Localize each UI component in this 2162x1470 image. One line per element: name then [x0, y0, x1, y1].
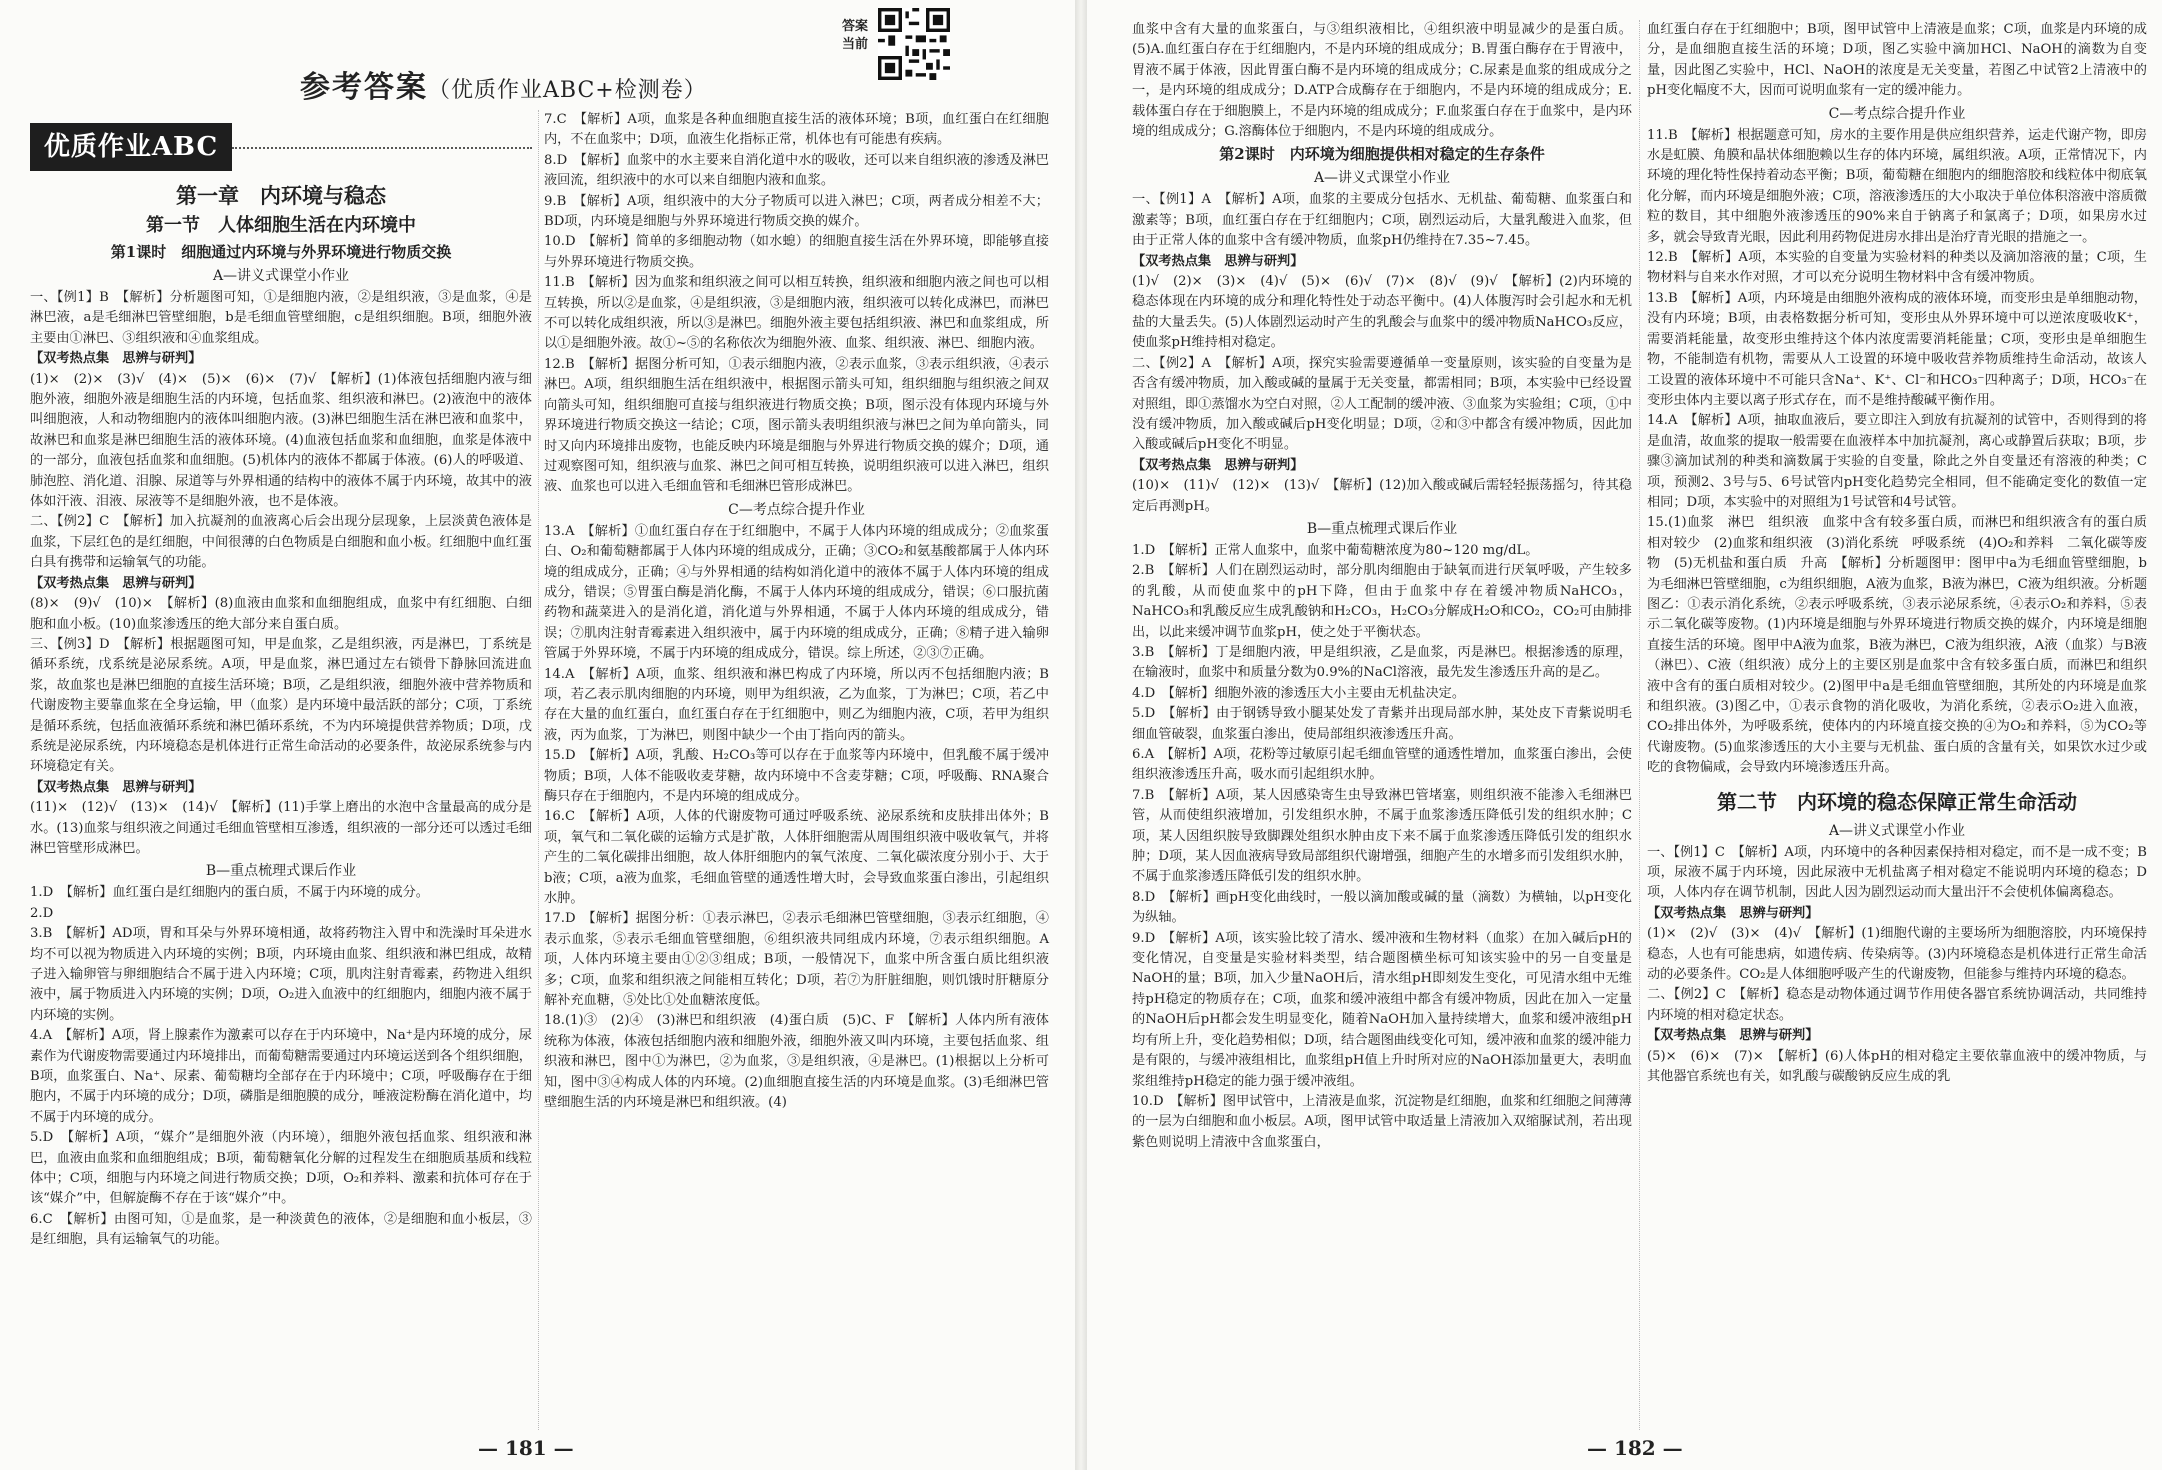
lesson-title: 第1课时 细胞通过内环境与外界环境进行物质交换 [110, 243, 452, 261]
section-title: 第一节 人体细胞生活在内环境中 [146, 215, 416, 236]
answer-paragraph: (10)× (11)√ (12)× (13)√ 【解析】(12)加入酸或碱后需轻轻振荡摇匀，待其稳定后再测pH。 [1132, 478, 1632, 514]
left-column-1 [30, 180, 532, 1251]
answer-paragraph: 9.B 【解析】A项，组织液中的大分子物质可以进入淋巴；C项，两者成分相差不大；BD项，内环境是细胞与外界环境进行物质交换的媒介。 [544, 193, 1049, 230]
book-gutter [1075, 0, 1087, 1470]
answer-paragraph: 一、【例1】A 【解析】A项，血浆的主要成分包括水、无机盐、葡萄糖、血浆蛋白和激素等；B项，血红蛋白存在于红细胞内；C项，剧烈运动后，大量乳酸进入血浆，但由于正常人体的血浆中含有缓冲物质，血浆pH仍维持在7.35~7.45。 [1132, 192, 1632, 249]
answer-paragraph: (1)× (2)× (3)√ (4)× (5)× (6)× (7)√ 【解析】(1)体液包括细胞内液与细胞外液，细胞外液是细胞生活的内环境，包括血浆、组织液和淋巴。(2)液泡中的液体叫细胞液，人和动物细胞内的液体叫细胞内液。(3)淋巴细胞生活在淋巴液和血浆中，故淋巴和血浆是淋巴细胞生活的液体环境。(4)血液包括血浆和血细胞，血浆是体液中的一部分，血液包括血浆和血细胞。(5)机体内的液体不都属于体液。(6)人的呼吸道、肺泡腔、消化道、泪腺、尿道等与外界相通的结构中的液体不属于内环境，故其中的液体如汗液、泪液、尿液等不是细胞外液，也不是体液。 [30, 371, 532, 510]
subsection-heading: A—讲义式课堂小作业 [212, 268, 350, 284]
column-divider [538, 110, 539, 1430]
chapter-title: 第一章 内环境与稳态 [176, 183, 386, 208]
answer-paragraph: 2.D [30, 905, 54, 921]
answer-paragraph: 16.C 【解析】A项，人体的代谢废物可通过呼吸系统、泌尿系统和皮肤排出体外；B项，氧气和二氧化碳的运输方式是扩散，人体肝细胞需从周围组织液中吸收氧气，并将产生的二氧化碳排出细胞，故人体肝细胞内的氧气浓度、二氧化碳浓度分别小于、大于b液；C项，a液为血浆，毛细血管壁的通透性增大时，会导致血浆蛋白渗出，引起组织水肿。 [544, 809, 1049, 907]
hotspot-heading: 【双考热点集 思辨与研判】 [30, 779, 202, 795]
answer-paragraph: (11)× (12)√ (13)× (14)√ 【解析】(11)手掌上磨出的水泡中含量最高的成分是水。(13)血浆与组织液之间通过毛细血管壁相互渗透，组织液的一部分还可以透过毛细淋巴管壁形成淋巴。 [30, 800, 532, 856]
qr-caption: 答案当前 [841, 19, 868, 52]
answer-paragraph: 7.C 【解析】A项，血浆是各种血细胞直接生活的液体环境；B项，血红蛋白在红细胞内，不在血浆中；D项，血液生化指标正常，机体也有可能患有疾病。 [544, 112, 1049, 148]
answer-paragraph: 14.A 【解析】A项，血浆、组织液和淋巴构成了内环境，所以丙不包括细胞内液；B项，若乙表示肌肉细胞的内环境，则甲为组织液，乙为血浆，丁为淋巴；C项，若乙中存在大量的血红蛋白，血红蛋白存在于红细胞中，则乙为细胞内液，C项，若甲为组织液，丙为血浆，丁为淋巴，则图中缺少一个由丁指向丙的箭头。 [544, 666, 1049, 743]
subsection-heading: B—重点梳理式课后作业 [205, 863, 357, 880]
qr-code-icon[interactable] [878, 8, 950, 80]
answer-paragraph: 11.B 【解析】因为血浆和组织液之间可以相互转换，组织液和细胞内液之间也可以相互转换，所以②是血浆，④是组织液，③是细胞内液，组织液可以转化成淋巴，而淋巴不可以转化成组织液，所以③是淋巴。细胞外液主要包括组织液、淋巴和血浆组成，所以①是细胞外液。故①~⑤的名称依次为细胞外液、血浆、组织液、淋巴、细胞内液。 [544, 275, 1049, 352]
answer-paragraph: 9.D 【解析】A项，该实验比较了清水、缓冲液和生物材料（血浆）在加入碱后pH的变化情况，自变量是实验材料类型，结合题图横坐标可知该实验中的另一自变量是NaOH的量；B项，加入少量NaOH后，清水组pH即刻发生变化，可见清水组中无维持pH稳定的物质存在；C项，血浆和缓冲液组中都含有缓冲物质，因此在加入一定量的NaOH后pH都会发生明显变化，随着NaOH加入量持续增大，血浆和缓冲液组pH均有所上升，变化趋势相似；D项，结合题图曲线变化可知，缓冲液和血浆的缓冲能力是有限的，与缓冲液组相比，血浆组pH值上升时所对应的NaOH添加量更大，表明血浆组维持pH稳定的能力强于缓冲液组。 [1132, 930, 1632, 1089]
answer-paragraph: 8.D 【解析】血浆中的水主要来自消化道中水的吸收，还可以来自组织液的渗透及淋巴液回流，组织液中的水可以来自细胞内液和血浆。 [544, 152, 1049, 189]
answer-paragraph: 2.B 【解析】人们在剧烈运动时，部分肌肉细胞由于缺氧而进行厌氧呼吸，产生较多的乳酸，从而使血浆中的pH下降，但由于血浆中存在着缓冲物质NaHCO₃，NaHCO₃和乳酸反应生成乳酸钠和H₂CO₃，H₂CO₃分解成H₂O和CO₂，CO₂可由肺排出，以此来缓冲调节血浆pH，使之处于平衡状态。 [1132, 563, 1632, 640]
answer-paragraph: 1.D 【解析】血红蛋白是红细胞内的蛋白质，不属于内环境的成分。 [30, 885, 429, 901]
hotspot-heading: 【双考热点集 思辨与研判】 [1647, 1028, 1819, 1044]
answer-paragraph: 二、【例2】C 【解析】稳态是动物体通过调节作用使各器官系统协调活动，共同维持内环境的相对稳定状态。 [1647, 987, 2147, 1023]
section-title: 第二节 内环境的稳态保障正常生命活动 [1717, 789, 2077, 814]
answer-paragraph: 5.D 【解析】A项，“媒介”是细胞外液（内环境），细胞外液包括血浆、组织液和淋巴，血液由血浆和血细胞组成；B项，葡萄糖氧化分解的过程发生在细胞质基质和线粒体中；C项，细胞与内环境之间进行物质交换；D项，O₂和养料、激素和抗体可存在于该“媒介”中，但解旋酶不存在于该“媒介”中。 [30, 1130, 532, 1207]
divider [232, 147, 532, 149]
answer-paragraph: 10.D 【解析】图甲试管中，上清液是血浆，沉淀物是红细胞，血浆和红细胞之间薄薄的一层为白细胞和血小板层。A项，图甲试管中取适量上清液加入双缩脲试剂，若出现紫色则说明上清液中含血浆蛋白， [1132, 1093, 1632, 1150]
left-page [0, 0, 1075, 1470]
answer-paragraph: 血浆中含有大量的血浆蛋白，与③组织液相比，④组织液中明显减少的是蛋白质。(5)A.血红蛋白存在于红细胞内，不是内环境的组成成分；B.胃蛋白酶存在于胃液中，胃液不属于体液，因此胃蛋白酶不是内环境的组成成分；C.尿素是血浆的组成成分之一，是内环境的组成成分；D.ATP合成酶存在于细胞内，不是内环境的组成成分；E.载体蛋白存在于细胞膜上，不是内环境的组成成分；F.血浆蛋白存在于血浆中，是内环境的组成成分；G.溶酶体位于细胞内，不是内环境的组成成分。 [1132, 22, 1632, 140]
answer-paragraph: 12.B 【解析】A项，本实验的自变量为实验材料的种类以及滴加溶液的量；C项，生物材料与自来水作对照，才可以充分说明生物材料中含有缓冲物质。 [1647, 250, 2147, 286]
hotspot-heading: 【双考热点集 思辨与研判】 [30, 575, 202, 591]
answer-paragraph: 三、【例3】D 【解析】根据题图可知，甲是血浆，乙是组织液，丙是淋巴，丁系统是循环系统，戊系统是泌尿系统。A项，甲是血浆，淋巴通过左右锁骨下静脉回流进血浆，故血浆也是淋巴细胞的直接生活环境；B项，乙是组织液，细胞外液中营养物质和代谢废物主要靠血浆在全身运输，甲（血浆）是内环境中最活跃的部分；C项，丁系统是循环系统，包括血液循环系统和淋巴循环系统，不为内环境提供营养物质；D项，戊系统是泌尿系统，内环境稳态是机体进行正常生命活动的必要条件，故泌尿系统参与内环境稳定有关。 [30, 636, 532, 775]
page-number: — 181 — [478, 1436, 574, 1460]
answer-paragraph: 6.A 【解析】A项，花粉等过敏原引起毛细血管壁的通透性增加，血浆蛋白渗出，会使组织液渗透压升高，吸水而引起组织水肿。 [1132, 747, 1632, 783]
answer-paragraph: 13.B 【解析】A项，内环境是由细胞外液构成的液体环境，而变形虫是单细胞动物，没有内环境；B项，由表格数据分析可知，变形虫从外界环境中可以逆浓度吸收K⁺，需要消耗能量，故变形虫维持这个体内浓度需要消耗能量；C项，变形虫是单细胞生物，不能制造有机物，需要从人工设置的环境中吸收营养物质维持生命活动，故该人工设置的液体环境中不可能只含Na⁺、K⁺、Cl⁻和HCO₃⁻四种离子；D项，HCO₃⁻在变形虫体内主要以离子形式存在，而不是维持酸碱平衡作用。 [1647, 290, 2147, 408]
page-title: 参考答案（优质作业ABC+检测卷） [300, 70, 707, 105]
answer-paragraph: 15.(1)血浆 淋巴 组织液 血浆中含有较多蛋白质，而淋巴和组织液含有的蛋白质相对较少 (2)血浆和组织液 (3)消化系统 呼吸系统 (4)O₂和养料 二氧化碳等废物 (5)无机盐和蛋白质 升高 【解析】分析题图甲：图甲中a为毛细血管壁细胞，b为毛细淋巴管壁细胞，c为组织细胞，A液为血浆，B液为淋巴，C液为组织液。分析题图乙：①表示消化系统，②表示呼吸系统，③表示泌尿系统，④表示O₂和养料，⑤表示二氧化碳等废物。(1)内环境是细胞与外界环境进行物质交换的媒介，内环境是细胞直接生活的环境。图甲中A液为血浆，B液为淋巴，C液为组织液，A液（血浆）与B液（淋巴）、C液（组织液）成分上的主要区别是血浆中含有较多蛋白质，而淋巴和组织液中含有的蛋白质相对较少。(2)图甲中a是毛细血管壁细胞，其所处的内环境是血浆和组织液。(3)图乙中，①表示食物的消化吸收，为消化系统，②表示O₂进入血液，CO₂排出体外，为呼吸系统，使体内的内环境直接交换的④为O₂和养料，⑤为CO₂等代谢废物。(5)血浆渗透压的大小主要与无机盐、蛋白质的含量有关，如果饮水过少或吃的食物偏咸，会导致内环境渗透压升高。 [1647, 515, 2147, 776]
subsection-heading: A—讲义式课堂小作业 [1313, 170, 1451, 187]
answer-paragraph: 4.A 【解析】A项，肾上腺素作为激素可以存在于内环境中，Na⁺是内环境的成分，尿素作为代谢废物需要通过内环境排出，而葡萄糖需要通过内环境运送到各个组织细胞，B项，血浆蛋白、Na⁺、尿素、葡萄糖均全部存在于内环境中；C项，呼吸酶存在于细胞内，不属于内环境的成分；D项，磷脂是细胞膜的成分，唾液淀粉酶在消化道中，均不属于内环境的成分。 [30, 1028, 532, 1125]
answer-paragraph: 18.(1)③ (2)④ (3)淋巴和组织液 (4)蛋白质 (5)C、F 【解析】人体内所有液体统称为体液，体液包括细胞内液和细胞外液，细胞外液又叫内环境，主要包括血浆、组织液和淋巴，图中①为淋巴，②为血浆，③是组织液，④是淋巴。(1)根据以上分析可知，图中③④构成人体的内环境。(2)血细胞直接生活的内环境是血浆。(3)毛细淋巴管壁细胞生活的内环境是淋巴和组织液。(4) [544, 1013, 1049, 1111]
hotspot-heading: 【双考热点集 思辨与研判】 [1647, 905, 1819, 921]
column-divider [1639, 20, 1640, 1430]
answer-paragraph: (1)√ (2)× (3)× (4)√ (5)× (6)√ (7)× (8)√ (9)√ 【解析】(2)内环境的稳态体现在内环境的成分和理化特性处于动态平衡中。(4)人体腹泻时会引起水和无机盐的大量丢失。(5)人体剧烈运动时产生的乳酸会与血浆中的缓冲物质NaHCO₃反应，使血浆pH维持相对稳定。 [1132, 274, 1632, 351]
answer-paragraph: 17.D 【解析】据图分析：①表示淋巴，②表示毛细淋巴管壁细胞，③表示红细胞，④表示血浆，⑤表示毛细血管壁细胞，⑥组织液共同组成内环境，⑦表示组织细胞。A项，人体内环境主要由①②③组成；B项，一般情况下，血浆中所含蛋白质比组织液多；C项，血浆和组织液之间能相互转化；D项，若⑦为肝脏细胞，则饥饿时肝糖原分解补充血糖，⑤处比①处血糖浓度低。 [544, 911, 1049, 1009]
left-column-2 [544, 110, 1049, 1114]
answer-paragraph: 10.D 【解析】简单的多细胞动物（如水螅）的细胞直接生活在外界环境，即能够直接与外界环境进行物质交换。 [544, 234, 1049, 270]
answer-paragraph: 12.B 【解析】据图分析可知，①表示细胞内液，②表示血浆，③表示组织液，④表示淋巴。A项，组织细胞生活在组织液中，根据图示箭头可知，组织细胞与组织液之间双向箭头可知，组织细胞可直接与组织液进行物质交换；B项，图示没有体现内环境与外界环境进行物质交换这一结论；C项，图示箭头表明组织液与淋巴之间为单向箭头，同时又向内环境排出废物，也能反映内环境是细胞与外界进行物质交换的媒介；D项，通过观察图可知，组织液与血浆、淋巴之间可相互转换，说明组织液可以进入淋巴，组织液、血浆也可以进入毛细血管和毛细淋巴管形成淋巴。 [544, 356, 1049, 495]
answer-paragraph: 血红蛋白存在于红细胞中；B项，图甲试管中上清液是血浆；C项，血浆是内环境的成分，是血细胞直接生活的环境；D项，图乙实验中滴加HCl、NaOH的滴数为自变量，因此图乙实验中，HCl、NaOH的浓度是无关变量，若图乙中试管2上清液中的pH变化幅度不大，因而可说明血浆有一定的缓冲能力。 [1647, 22, 2147, 99]
answer-paragraph: 一、【例1】B 【解析】分析题图可知，①是细胞内液，②是组织液，③是血浆，④是淋巴液，a是毛细淋巴管壁细胞，b是毛细血管壁细胞，c是组织细胞。B项，细胞外液主要由①淋巴、③组织液和④血浆组成。 [30, 290, 532, 346]
subsection-heading: B—重点梳理式课后作业 [1306, 520, 1458, 537]
answer-paragraph: 1.D 【解析】正常人血浆中，血浆中葡萄糖浓度为80~120 mg/dL。 [1132, 542, 1539, 558]
subsection-heading: C—考点综合提升作业 [728, 501, 865, 518]
section-banner: 优质作业ABC [30, 123, 232, 171]
answer-paragraph: (5)× (6)× (7)× 【解析】(6)人体pH的相对稳定主要依靠血液中的缓冲物质，与其他器官系统也有关，如乳酸与碳酸钠反应生成的乳 [1647, 1048, 2147, 1085]
answer-paragraph: 15.D 【解析】A项，乳酸、H₂CO₃等可以存在于血浆等内环境中，但乳酸不属于缓冲物质；B项，人体不能吸收麦芽糖，故内环境中不含麦芽糖；C项，呼吸酶、RNA聚合酶只存在于细胞内，不是内环境的组成成分。 [544, 748, 1049, 804]
answer-paragraph: 14.A 【解析】A项，抽取血液后，要立即注入到放有抗凝剂的试管中，否则得到的将是血清，故血浆的提取一般需要在血液样本中加抗凝剂，离心或静置后获取；B项，步骤③滴加试剂的种类和滴数属于实验的自变量，除此之外自变量还有溶液的种类；C项，预测2、3号与5、6号试管内pH变化趋势完全相同，但不能确定变化的数值一定相同；D项，本实验中的对照组为1号试管和4号试管。 [1647, 413, 2147, 510]
subsection-heading: A—讲义式课堂小作业 [1828, 822, 1966, 839]
hotspot-heading: 【双考热点集 思辨与研判】 [30, 351, 202, 367]
answer-paragraph: 8.D 【解析】画pH变化曲线时，一般以滴加酸或碱的量（滴数）为横轴，以pH变化为纵轴。 [1132, 889, 1632, 926]
hotspot-heading: 【双考热点集 思辨与研判】 [1132, 457, 1304, 473]
answer-paragraph: (8)× (9)√ (10)× 【解析】(8)血液由血浆和血细胞组成，血浆中有红细胞、白细胞和血小板。(10)血浆渗透压的绝大部分来自蛋白质。 [30, 596, 532, 632]
answer-paragraph: 5.D 【解析】由于钢锈导致小腿某处发了青紫并出现局部水肿，某处皮下青紫说明毛细血管破裂，血浆蛋白渗出，使局部组织液渗透压升高。 [1132, 706, 1632, 742]
lesson-title: 第2课时 内环境为细胞提供相对稳定的生存条件 [1219, 145, 1545, 164]
answer-paragraph: 一、【例1】C 【解析】A项，内环境中的各种因素保持相对稳定，而不是一成不变；B项，尿液不属于内环境，因此尿液中无机盐离子相对稳定不能说明内环境的稳态；D项，人体内存在调节机制，因此人因为剧烈运动而大量出汗不会使机体偏离稳态。 [1647, 844, 2147, 901]
hotspot-heading: 【双考热点集 思辨与研判】 [1132, 253, 1304, 269]
answer-paragraph: 二、【例2】A 【解析】A项，探究实验需要遵循单一变量原则，该实验的自变量为是否含有缓冲物质，加入酸或碱的量属于无关变量，都需相同；B项，本实验中已经设置对照组，即①蒸馏水为空白对照，②人工配制的缓冲液、③血浆为实验组；C项，①中没有缓冲物质，加入酸或碱后pH变化明显；D项，②和③中都含有缓冲物质，因此加入酸或碱后pH变化不明显。 [1132, 355, 1632, 453]
answer-paragraph: 13.A 【解析】①血红蛋白存在于红细胞中，不属于人体内环境的组成成分；②血浆蛋白、O₂和葡萄糖都属于人体内环境的组成成分，正确；③CO₂和氨基酸都属于人体内环境的组成成分，正确；④与外界相通的结构如消化道中的液体不属于人体内环境的组成成分，错误；⑤胃蛋白酶是消化酶，不属于人体内环境的组成成分，错误；⑥口服抗菌药物和蔬菜进入的是消化道，消化道与外界相通，不属于人体内环境的组成成分，错误；⑦肌肉注射青霉素进入组织液中，属于内环境的组成成分，正确；⑧精子进入输卵管属于外界环境，不属于内环境的组成成分，错误。综上所述，②③⑦正确。 [544, 523, 1049, 662]
right-page [1087, 0, 2162, 1470]
right-column-1 [1132, 20, 1632, 1153]
answer-paragraph: 6.C 【解析】由图可知，①是血浆，是一种淡黄色的液体，②是细胞和血小板层，③是红细胞，具有运输氧气的功能。 [30, 1211, 532, 1248]
answer-paragraph: (1)× (2)√ (3)× (4)√ 【解析】(1)细胞代谢的主要场所为细胞溶胶，内环境保持稳态，人也有可能患病，如遗传病、传染病等。(3)内环境稳态是机体进行正常生命活动的必要条件。CO₂是人体细胞呼吸产生的代谢废物，但能参与维持内环境的稳态。 [1647, 926, 2147, 983]
answer-paragraph: 4.D 【解析】细胞外液的渗透压大小主要由无机盐决定。 [1132, 685, 1466, 701]
page-number: — 182 — [1587, 1436, 1683, 1460]
answer-paragraph: 7.B 【解析】A项，某人因感染寄生虫导致淋巴管堵塞，则组织液不能渗入毛细淋巴管，从而使组织液增加，引发组织水肿，不属于血浆渗透压降低引发的组织水肿；C项，某人因组织胺导致脚踝处组织水肿由皮下来不属于血浆渗透压降低引发的组织水肿；D项，某人因血液病导致局部组织代谢增强，细胞产生的水增多而引发组织水肿，不属于血浆渗透压降低引发的组织水肿。 [1132, 787, 1632, 885]
subsection-heading: C—考点综合提升作业 [1828, 105, 1966, 122]
answer-paragraph: 3.B 【解析】AD项，胃和耳朵与外界环境相通，故将药物注入胃中和洗澡时耳朵进水均不可以视为物质进入内环境的实例；B项，内环境由血浆、组织液和淋巴组成，故精子进入输卵管与卵细胞结合不属于进入内环境；C项，肌肉注射青霉素，药物进入组织液中，属于物质进入内环境的实例；D项，O₂进入血液中的红细胞内，细胞内液不属于内环境的实例。 [30, 926, 532, 1023]
right-column-2 [1647, 20, 2147, 1088]
answer-paragraph: 11.B 【解析】根据题意可知，房水的主要作用是供应组织营养，运走代谢产物，即房水是虹膜、角膜和晶状体细胞赖以生存的体内环境，属组织液。A项，正常情况下，内环境的理化特性保持着动态平衡；B项，葡萄糖在细胞内的细胞溶胶和线粒体中彻底氧化分解，而内环境是细胞外液；C项，溶液渗透压的大小取决于单位体积溶液中溶质微粒的数目，其中细胞外液渗透压的90%来自于钠离子和氯离子；D项，如果房水过多，就会导致青光眼，因此利用药物促进房水排出是治疗青光眼的措施之一。 [1647, 127, 2147, 245]
answer-paragraph: 3.B 【解析】丁是细胞内液，甲是组织液，乙是血浆，丙是淋巴。根据渗透的原理，在输液时，血浆中和质量分数为0.9%的NaCl溶液，最先发生渗透压升高的是乙。 [1132, 644, 1632, 681]
answer-paragraph: 二、【例2】C 【解析】加入抗凝剂的血液离心后会出现分层现象，上层淡黄色液体是血浆，下层红色的是红细胞，中间很薄的白色物质是白细胞和血小板。红细胞中血红蛋白具有携带和运输氧气的功能。 [30, 514, 532, 571]
